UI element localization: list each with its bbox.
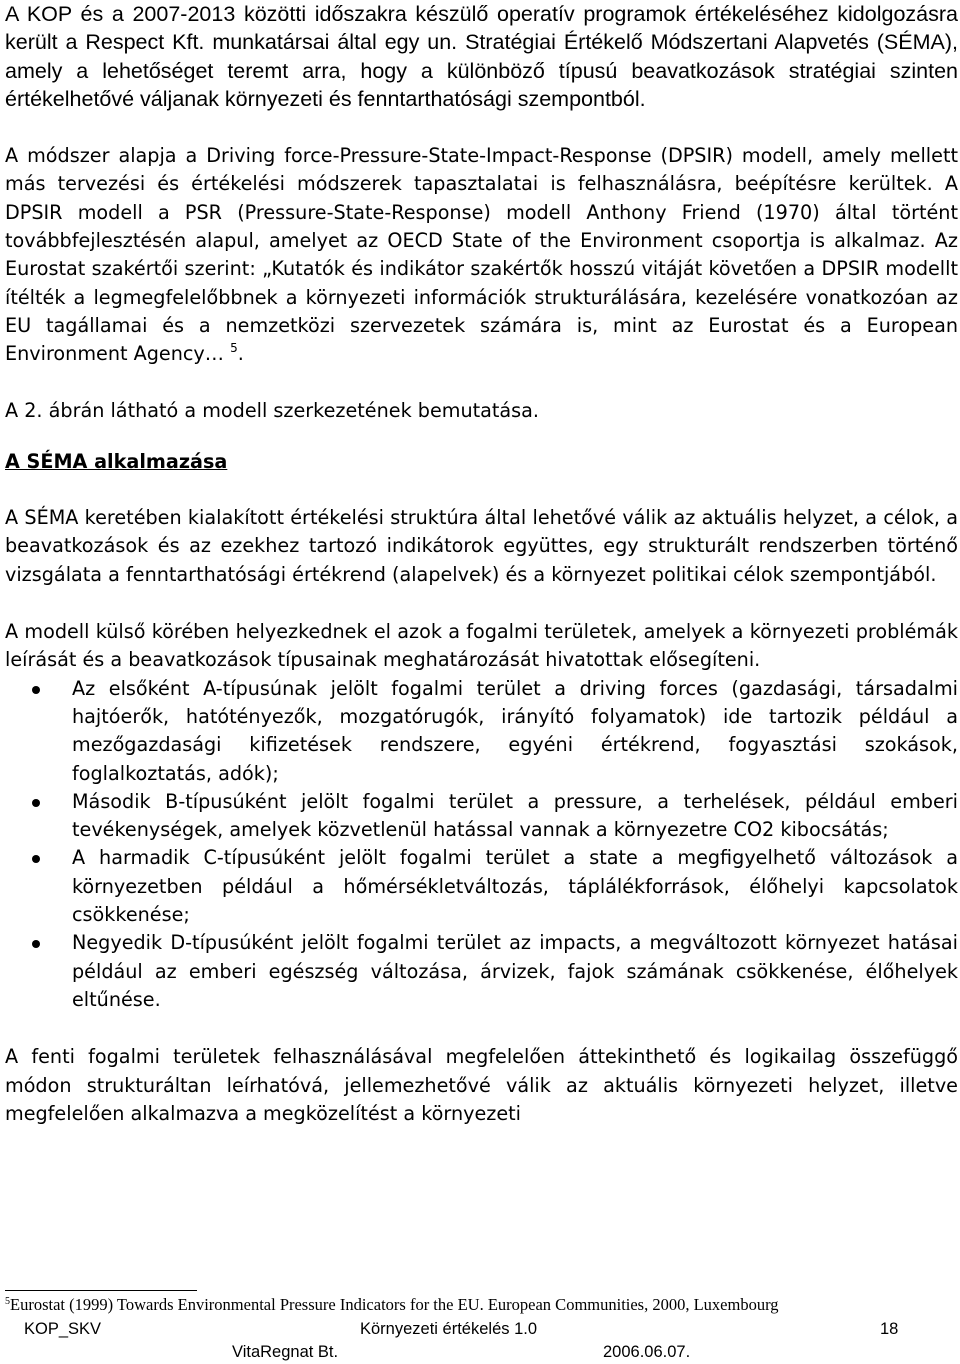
footer-date: 2006.06.07.: [603, 1343, 691, 1361]
document-page: [5, 0, 958, 1128]
list-item-text: A harmadik C-típusúként jelölt fogalmi terület a state a megfigyelhető változások a környezetben például a hőmérsékletváltozás, táplálékforrások, élőhelyi kapcsolatok csökkenése;: [72, 846, 958, 927]
list-item: [5, 929, 958, 1014]
bullet-list: [5, 675, 958, 1015]
bullet-icon: [32, 940, 40, 948]
section-paragraph-1: A SÉMA keretében kialakított értékelési struktúra által lehetővé válik az aktuális helyzet, a célok, a beavatkozások és az ezekhez tartozó indikátorok együttes, egy strukturált rendszerben történő vizsgálata a fenntarthatósági értékrend (alapelvek) és a környezet politikai célok szempontjából.: [5, 506, 958, 586]
footer-page-number: 18: [880, 1320, 899, 1338]
footnote-text: Eurostat (1999) Towards Environmental Pressure Indicators for the EU. European Communities, 2000, Luxembourg: [10, 1295, 779, 1314]
list-item-text: Második B-típusúként jelölt fogalmi terület a pressure, a terhelések, például emberi tevékenységek, amelyek közvetlenül hatással vannak a környezetre CO2 kibocsátás;: [72, 789, 958, 842]
intro-paragraph-2: [5, 142, 958, 368]
bullet-icon: [32, 855, 40, 863]
intro-paragraph-3: A 2. ábrán látható a modell szerkezetének bemutatása.: [5, 398, 540, 422]
bullet-icon: [32, 799, 40, 807]
list-item: [5, 675, 958, 788]
list-item-text: Negyedik D-típusúként jelölt fogalmi terület az impacts, a megváltozott környezet hatásai például az emberi egészség változása, árvizek, fajok számának csökkenése, élőhelyek eltűnése.: [72, 931, 958, 1011]
list-item: [5, 844, 958, 929]
footnote: [5, 1294, 779, 1316]
footnote-number: 5: [5, 1296, 10, 1307]
footnote-reference: 5: [230, 341, 238, 356]
intro-paragraph-2-end: .: [237, 342, 244, 366]
list-item-text: Az elsőként A-típusúnak jelölt fogalmi terület a driving forces (gazdasági, társadalmi hajtóerők, hatótényezők, mozgatórugók, irányító folyamatok) ide tartozik például a mezőgazdasági kifizetések rendszere, egyéni értékrend, fogyasztási szokások, foglalkoztatás, adók);: [72, 676, 958, 785]
section-paragraph-2: A modell külső körében helyezkednek el azok a fogalmi területek, amelyek a környezeti problémák leírását és a beavatkozások típusainak meghatározását hivatottak elősegíteni.: [5, 620, 958, 672]
list-item: [5, 788, 958, 845]
page-footer-second-row: [0, 1342, 960, 1364]
intro-paragraph-2-text: A módszer alapja a Driving force-Pressure-State-Impact-Response (DPSIR) modell, amely mellett más tervezési és értékelési módszerek tapasztalatai is felhasználásra, beépítésre kerültek. A DPSIR modell a PSR (Pressure-State-Response) modell Anthony Friend (1970) által történt továbbfejlesztésén alapul, amelyet az OECD State of the Environment csoportja is alkalmaz. Az Eurostat szakértői szerint: „Kutatók és indikátor szakértők hosszú vitáját követően a DPSIR modellt ítélték a legmegfelelőbbnek a környezeti információk strukturálására, kezelésére vonatkozóan az EU tagállamai és a nemzetközi szervezetek számára is, mint az Eurostat és a European Environment Agency…: [5, 144, 958, 366]
section-heading: A SÉMA alkalmazása: [5, 449, 228, 473]
section-paragraph-3: A fenti fogalmi területek felhasználásával megfelelően áttekinthető és logikailag összefüggő módon strukturáltan leírhatóvá, jellemezhetővé válik az aktuális környezeti helyzet, illetve megfelelően alkalmazva a megközelítést a környezeti: [5, 1045, 958, 1125]
footer-document-title: Környezeti értékelés 1.0: [360, 1320, 538, 1338]
footer-company: VitaRegnat Bt.: [232, 1343, 339, 1361]
footer-document-code: KOP_SKV: [24, 1320, 102, 1338]
intro-paragraph-1: A KOP és a 2007-2013 közötti időszakra készülő operatív programok értékeléséhez kidolgozásra került a Respect Kft. munkatársai által egy un. Stratégiai Értékelő Módszertani Alapvetés (SÉMA), amely a lehetőséget teremt arra, hogy a különböző típusú beavatkozások stratégiai szinten értékelhetővé váljanak környezeti és fenntarthatósági szempontból.: [5, 2, 958, 111]
page-footer: [0, 1319, 960, 1341]
bullet-icon: [32, 686, 40, 694]
footnote-divider: [5, 1290, 197, 1291]
